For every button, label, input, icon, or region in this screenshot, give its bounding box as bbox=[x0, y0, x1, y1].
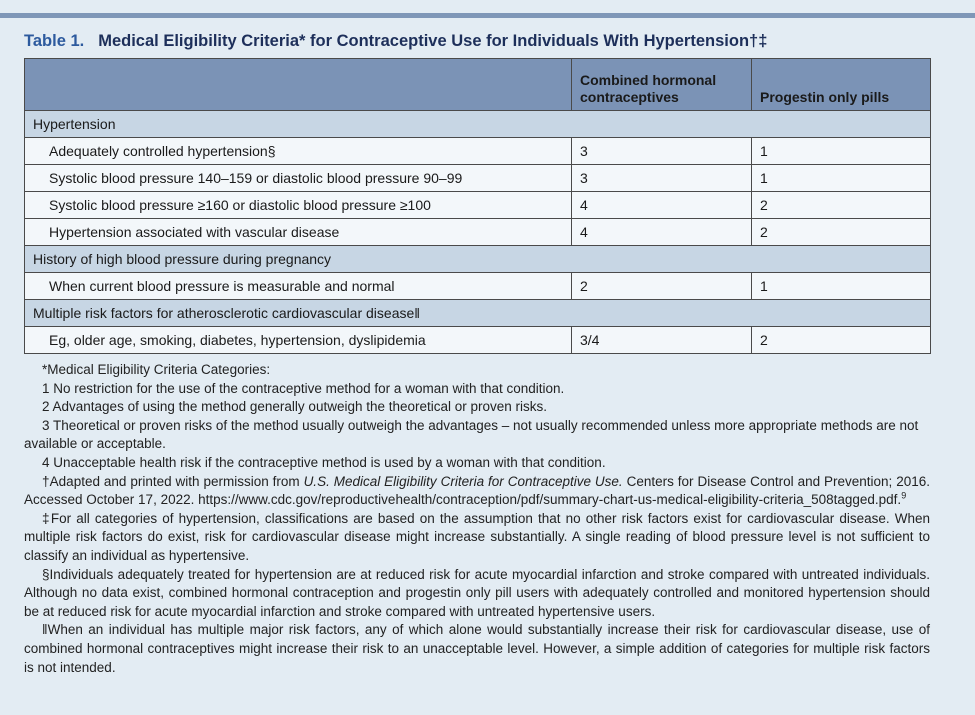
footnote-double-dagger: ‡For all categories of hypertension, classifications are based on the assumption that no other risk factors exist for cardiovascular disease. When multiple risk factors do exist, risk for cardiovascular disease might increase substantially. A single reading of blood pressure level is not sufficient to classify an individual as hypertensive. bbox=[24, 510, 930, 563]
pop-value-cell: 1 bbox=[752, 138, 931, 165]
table-title: Medical Eligibility Criteria* for Contraceptive Use for Individuals With Hypertension†‡ bbox=[98, 32, 768, 50]
eligibility-table bbox=[24, 58, 931, 354]
table-header-row bbox=[25, 59, 931, 111]
footnote-parallel: ‖When an individual has multiple major risk factors, any of which alone would substantially increase their risk for cardiovascular disease, use of combined hormonal contraceptives might increase their risk to an unacceptable level. However, a simple addition of categories for multiple risk factors is not intended. bbox=[24, 622, 930, 675]
table-caption bbox=[24, 32, 767, 51]
table-row bbox=[25, 327, 931, 354]
group-row-hypertension bbox=[25, 111, 931, 138]
footnote-dagger-reference: 9 bbox=[901, 490, 907, 501]
group-row-pregnancy bbox=[25, 246, 931, 273]
footnote-category-4: 4 Unacceptable health risk if the contraceptive method is used by a woman with that condition. bbox=[42, 454, 606, 470]
table-row bbox=[25, 273, 931, 300]
footnote-categories-title: *Medical Eligibility Criteria Categories: bbox=[42, 362, 271, 377]
footnote-category-1: 1 No restriction for the use of the contraceptive method for a woman with that condition. bbox=[42, 380, 565, 396]
criterion-cell: Systolic blood pressure 140–159 or diastolic blood pressure 90–99 bbox=[25, 165, 572, 192]
criterion-cell: Adequately controlled hypertension§ bbox=[25, 138, 572, 165]
table-row bbox=[25, 165, 931, 192]
table-row bbox=[25, 192, 931, 219]
chc-value-cell: 3 bbox=[572, 138, 752, 165]
pop-value-cell: 1 bbox=[752, 165, 931, 192]
criterion-cell: When current blood pressure is measurable and normal bbox=[25, 273, 572, 300]
header-criterion bbox=[25, 59, 572, 111]
top-rule bbox=[0, 13, 975, 18]
pop-value-cell: 1 bbox=[752, 273, 931, 300]
table-row bbox=[25, 219, 931, 246]
header-combined-hormonal: Combined hormonal contraceptives bbox=[572, 59, 752, 111]
group-title: Multiple risk factors for atherosclerotic cardiovascular disease‖ bbox=[25, 300, 931, 327]
footnote-category-3: 3 Theoretical or proven risks of the method usually outweigh the advantages – not usually recommended unless more appropriate methods are not available or acceptable. bbox=[24, 417, 919, 452]
footnote-dagger-text: †Adapted and printed with permission from bbox=[42, 473, 304, 489]
header-progestin-only: Progestin only pills bbox=[752, 59, 931, 111]
footnote-category-2: 2 Advantages of using the method generally outweigh the theoretical or proven risks. bbox=[42, 399, 548, 415]
footnote-dagger bbox=[24, 473, 930, 510]
footnote-dagger-source-title: U.S. Medical Eligibility Criteria for Contraceptive Use. bbox=[303, 473, 623, 489]
criterion-cell: Eg, older age, smoking, diabetes, hypertension, dyslipidemia bbox=[25, 327, 572, 354]
chc-value-cell: 3 bbox=[572, 165, 752, 192]
group-row-risk-factors bbox=[25, 300, 931, 327]
footnote-dagger-citation: Centers for Disease Control and Prevention; 2016. Accessed October 17, 2022. https://www.cdc.gov/reproductivehealth/contraception/pdf/summary-chart-us-medical-eligibility-criteria_508tagged.pdf. bbox=[24, 473, 931, 508]
chc-value-cell: 4 bbox=[572, 192, 752, 219]
group-title: History of high blood pressure during pregnancy bbox=[25, 246, 931, 273]
table-footnotes bbox=[24, 361, 930, 677]
pop-value-cell: 2 bbox=[752, 219, 931, 246]
pop-value-cell: 2 bbox=[752, 192, 931, 219]
criterion-cell: Systolic blood pressure ≥160 or diastolic blood pressure ≥100 bbox=[25, 192, 572, 219]
table-row bbox=[25, 138, 931, 165]
group-title: Hypertension bbox=[25, 111, 931, 138]
criterion-cell: Hypertension associated with vascular disease bbox=[25, 219, 572, 246]
chc-value-cell: 2 bbox=[572, 273, 752, 300]
table-label: Table 1. bbox=[24, 32, 85, 50]
chc-value-cell: 4 bbox=[572, 219, 752, 246]
pop-value-cell: 2 bbox=[752, 327, 931, 354]
chc-value-cell: 3/4 bbox=[572, 327, 752, 354]
footnote-section: §Individuals adequately treated for hypertension are at reduced risk for acute myocardial infarction and stroke compared with untreated individuals. Although no data exist, combined hormonal contraception and progestin only pill users with adequately controlled and monitored hypertension should be at reduced risk for acute myocardial infarction and stroke compared with untreated hypertensive users. bbox=[24, 566, 930, 619]
